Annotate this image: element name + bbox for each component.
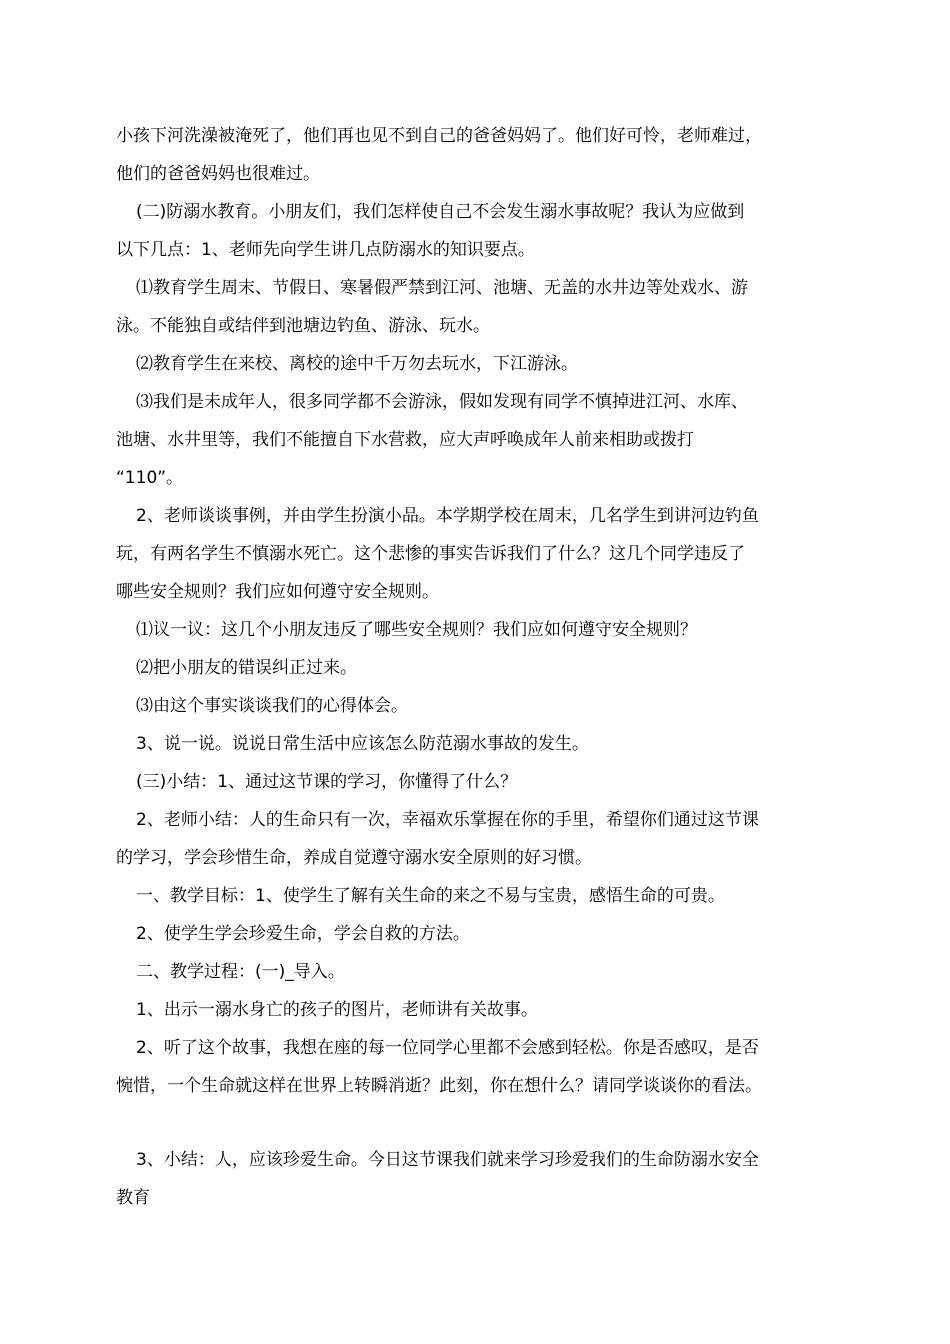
text-line: 一、教学目标：1、使学生了解有关生命的来之不易与宝贵，感悟生命的可贵。 (136, 886, 725, 906)
text-line: 1、出示一溺水身亡的孩子的图片，老师讲有关故事。 (136, 1000, 538, 1020)
text-line: 小孩下河洗澡被淹死了，他们再也见不到自己的爸爸妈妈了。他们好可怜，老师难过， (116, 126, 762, 146)
text-line: ⑴议一议：这几个小朋友违反了哪些安全规则？我们应如何遵守安全规则？ (136, 620, 697, 640)
text-line: 的学习，学会珍惜生命，养成自觉遵守溺水安全原则的好习惯。 (116, 848, 592, 868)
text-line: 教育 (116, 1188, 150, 1208)
text-line: ⑶我们是未成年人，很多同学都不会游泳，假如发现有同学不慎掉进江河、水库、 (136, 392, 748, 412)
text-line: 哪些安全规则？我们应如何遵守安全规则。 (116, 582, 439, 602)
text-line: ⑵把小朋友的错误纠正过来。 (136, 658, 357, 678)
text-line: 他们的爸爸妈妈也很难过。 (116, 164, 320, 184)
text-line: 2、听了这个故事，我想在座的每一位同学心里都不会感到轻松。你是否感叹，是否 (136, 1038, 759, 1058)
text-line: ⑶由这个事实谈谈我们的心得体会。 (136, 696, 408, 716)
text-line: 玩，有两名学生不慎溺水死亡。这个悲惨的事实告诉我们了什么？这几个同学违反了 (116, 544, 745, 564)
text-line: 2、老师小结：人的生命只有一次，幸福欢乐掌握在你的手里，希望你们通过这节课 (136, 810, 759, 830)
text-line: 泳。不能独自或结伴到池塘边钓鱼、游泳、玩水。 (116, 316, 490, 336)
text-line: 3、说一说。说说日常生活中应该怎么防范溺水事故的发生。 (136, 734, 589, 754)
text-line: 2、使学生学会珍爱生命，学会自救的方法。 (136, 924, 470, 944)
text-line: 池塘、水井里等，我们不能擅自下水营救，应大声呼唤成年人前来相助或拨打 (116, 430, 694, 450)
text-line: 2、老师谈谈事例，并由学生扮演小品。本学期学校在周末，几名学生到讲河边钓鱼 (136, 506, 759, 526)
text-line: ⑴教育学生周末、节假日、寒暑假严禁到江河、池塘、无盖的水井边等处戏水、游 (136, 278, 748, 298)
text-line: 惋惜，一个生命就这样在世界上转瞬消逝？此刻，你在想什么？请同学谈谈你的看法。 (116, 1076, 762, 1096)
text-line: (二)防溺水教育。小朋友们，我们怎样使自己不会发生溺水事故呢？我认为应做到 (136, 202, 745, 222)
text-line: (三)小结：1、通过这节课的学习，你懂得了什么？ (136, 772, 518, 792)
text-line: 二、教学过程：(一)_导入。 (136, 962, 345, 982)
text-line: “110”。 (116, 468, 184, 488)
text-line: 3、小结：人，应该珍爱生命。今日这节课我们就来学习珍爱我们的生命防溺水安全 (136, 1150, 759, 1170)
text-line: ⑵教育学生在来校、离校的途中千万勿去玩水，下江游泳。 (136, 354, 578, 374)
text-line: 以下几点：1、老师先向学生讲几点防溺水的知识要点。 (116, 240, 535, 260)
